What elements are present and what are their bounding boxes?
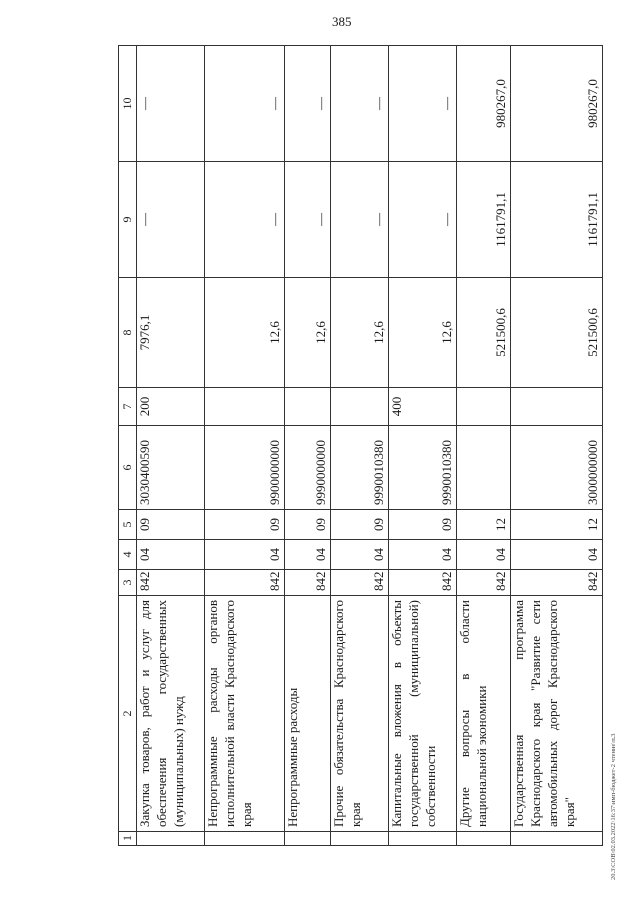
table-row (457, 46, 511, 846)
cell-code: 842 (389, 570, 457, 596)
cell-section: 04 (511, 540, 603, 570)
header-row (119, 46, 137, 846)
cell-subsection: 09 (331, 510, 389, 540)
cell-amount-2: — (285, 162, 331, 278)
row-name: Непрограммные расходы (285, 596, 331, 832)
cell-amount-1: 521500,6 (511, 278, 603, 388)
cell-subsection: 09 (205, 510, 285, 540)
cell-code: 842 (205, 570, 285, 596)
header-cell: 9 (119, 162, 137, 278)
cell-subsection: 12 (457, 510, 511, 540)
cell-target: 3030400590 (137, 426, 205, 510)
cell-amount-3: — (285, 46, 331, 162)
cell-subsection: 09 (285, 510, 331, 540)
cell-amount-1: 7976,1 (137, 278, 205, 388)
cell-amount-3: — (205, 46, 285, 162)
side-stamp-text: 20.3\СОВ\02.03.2022\16:37\имп-бюджет-2 чтение\п.3 (610, 733, 617, 880)
cell-amount-1: 12,6 (331, 278, 389, 388)
cell-amount-1: 12,6 (389, 278, 457, 388)
budget-table (118, 45, 603, 846)
cell-amount-2: 1161791,1 (511, 162, 603, 278)
cell-amount-3: 980267,0 (457, 46, 511, 162)
cell-col1 (285, 832, 331, 846)
table-row (389, 46, 457, 846)
cell-section: 04 (331, 540, 389, 570)
side-stamp (600, 20, 620, 880)
cell-type (457, 388, 511, 426)
cell-section: 04 (457, 540, 511, 570)
header-cell: 7 (119, 388, 137, 426)
cell-type (205, 388, 285, 426)
cell-type: 200 (137, 388, 205, 426)
table-row (511, 46, 603, 846)
cell-amount-1: 521500,6 (457, 278, 511, 388)
cell-code: 842 (331, 570, 389, 596)
header-cell: 1 (119, 832, 137, 846)
cell-subsection: 09 (389, 510, 457, 540)
header-cell: 10 (119, 46, 137, 162)
cell-code: 842 (457, 570, 511, 596)
cell-section: 04 (205, 540, 285, 570)
cell-amount-1: 12,6 (285, 278, 331, 388)
cell-subsection: 09 (137, 510, 205, 540)
cell-target: 9990010380 (389, 426, 457, 510)
table-row (285, 46, 331, 846)
cell-type (511, 388, 603, 426)
cell-amount-3: — (389, 46, 457, 162)
page-number: 385 (332, 14, 352, 29)
cell-target (457, 426, 511, 510)
cell-subsection: 12 (511, 510, 603, 540)
cell-col1 (511, 832, 603, 846)
row-name: Государственная программа Краснодарского края "Развитие сети автомобильных дорог Краснодарского края" (511, 596, 603, 832)
cell-col1 (331, 832, 389, 846)
header-cell: 2 (119, 596, 137, 832)
cell-amount-2: — (137, 162, 205, 278)
row-name: Прочие обязательства Краснодарского края (331, 596, 389, 832)
cell-col1 (137, 832, 205, 846)
cell-col1 (205, 832, 285, 846)
cell-type (331, 388, 389, 426)
cell-target: 9900000000 (205, 426, 285, 510)
cell-amount-3: — (331, 46, 389, 162)
row-name: Другие вопросы в области национальной экономики (457, 596, 511, 832)
cell-code: 842 (285, 570, 331, 596)
cell-amount-1: 12,6 (205, 278, 285, 388)
cell-amount-3: — (137, 46, 205, 162)
cell-target: 9990010380 (331, 426, 389, 510)
row-name: Закупка товаров, работ и услуг для обеспечения государственных (муниципальных) нужд (137, 596, 205, 832)
table-row (205, 46, 285, 846)
cell-type: 400 (389, 388, 457, 426)
cell-section: 04 (137, 540, 205, 570)
cell-col1 (457, 832, 511, 846)
cell-target: 3000000000 (511, 426, 603, 510)
budget-table-rotated (118, 46, 601, 846)
table-row (331, 46, 389, 846)
header-cell: 8 (119, 278, 137, 388)
cell-code: 842 (511, 570, 603, 596)
table-row (137, 46, 205, 846)
cell-amount-2: — (205, 162, 285, 278)
row-name: Капитальные вложения в объекты государственной (муниципальной) собственности (389, 596, 457, 832)
cell-amount-2: 1161791,1 (457, 162, 511, 278)
cell-code: 842 (137, 570, 205, 596)
cell-section: 04 (389, 540, 457, 570)
budget-table-area (118, 46, 601, 846)
header-cell: 3 (119, 570, 137, 596)
cell-type (285, 388, 331, 426)
cell-amount-3: 980267,0 (511, 46, 603, 162)
cell-amount-2: — (331, 162, 389, 278)
header-cell: 4 (119, 540, 137, 570)
header-cell: 6 (119, 426, 137, 510)
cell-amount-2: — (389, 162, 457, 278)
cell-target: 9990000000 (285, 426, 331, 510)
cell-section: 04 (285, 540, 331, 570)
header-cell: 5 (119, 510, 137, 540)
row-name: Непрограммные расходы органов исполнительной власти Краснодарского края (205, 596, 285, 832)
cell-col1 (389, 832, 457, 846)
